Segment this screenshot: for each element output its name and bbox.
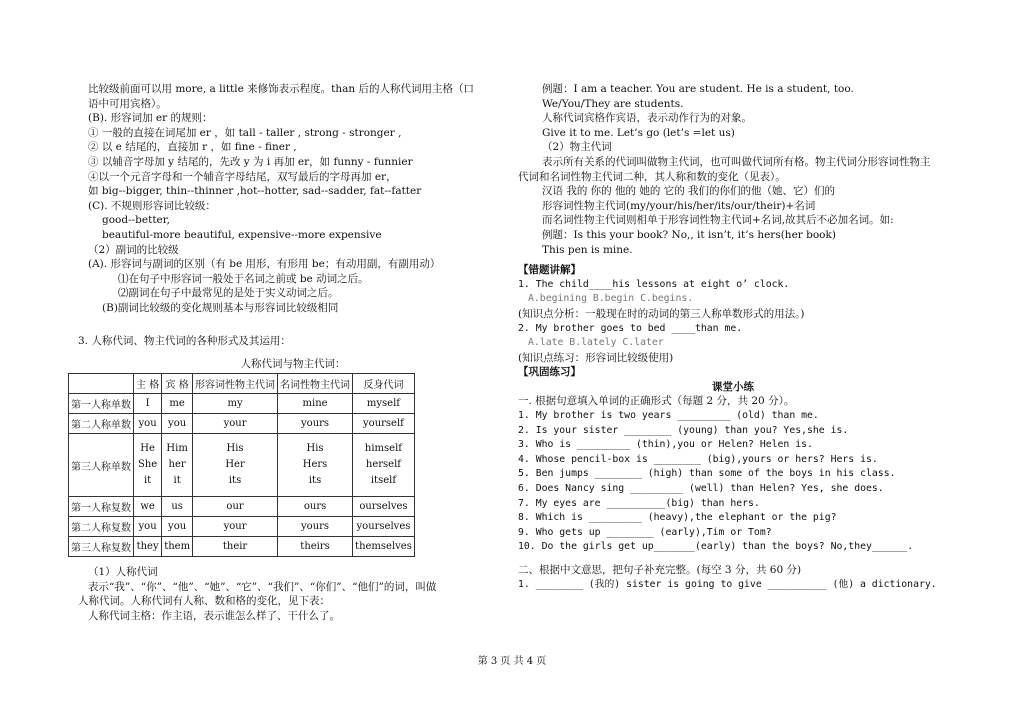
- text-line: 而名词性物主代词则相单于形容词性物主代词+名词,故其后不必加名词。如:: [542, 214, 894, 227]
- table-cell: your: [193, 414, 278, 434]
- table-header-cell: 名词性物主代词: [278, 374, 353, 394]
- text-line: 8. Which is _________ (heavy),the elephant or the pig?: [518, 512, 837, 524]
- text-line: A.begining B.begin C.begins.: [528, 293, 694, 305]
- text-line: A.late B.lately C.later: [528, 337, 664, 349]
- table-cell: we: [134, 497, 162, 517]
- text-line: ⑵副词在句子中最常见的是处于实义动词之后。: [118, 287, 339, 300]
- table-cell: ours: [278, 497, 353, 517]
- section2-title: 二、根据中文意思，把句子补充完整。(每空 3 分，共 60 分): [518, 564, 802, 576]
- table-row: [69, 434, 415, 497]
- consolidate-title: 【巩固练习】: [518, 366, 581, 379]
- text-line: (知识点练习：形容词比较级使用): [518, 351, 674, 364]
- error-explanation: [518, 278, 948, 366]
- table-caption: 人称代词与物主代词：: [240, 358, 346, 371]
- table-cell: 第三人称单数: [69, 434, 134, 497]
- table-cell: Him her it: [162, 434, 193, 497]
- table-cell: ourselves: [353, 497, 415, 517]
- table-cell: they: [134, 537, 162, 557]
- table-row: [69, 517, 415, 537]
- text-line: （2）物主代词: [542, 141, 612, 154]
- text-line: 语中可用宾格）。: [88, 97, 167, 110]
- table-cell: myself: [353, 394, 415, 414]
- grammar-notes: [78, 82, 508, 348]
- table-cell: His Her its: [193, 434, 278, 497]
- text-line: 人称代词宾格作宾语，表示动作行为的对象。: [542, 112, 752, 125]
- right-column: [518, 82, 948, 592]
- table-cell: yourself: [353, 414, 415, 434]
- error-title: 【错题讲解】: [518, 264, 581, 277]
- text-line: 5. Ben jumps ________ (high) than some of the boys in his class.: [518, 468, 896, 480]
- text-line: 形容词性物主代词(my/your/his/her/its/our/their)+名词: [542, 199, 816, 212]
- table-cell: His Hers its: [278, 434, 353, 497]
- text-line: 如 big--bigger, thin--thinner ,hot--hotter, sad--sadder, fat--fatter: [88, 185, 422, 198]
- table-cell: our: [193, 497, 278, 517]
- text-line: 2. My brother goes to bed ____than me.: [518, 322, 743, 334]
- text-line: 9. Who gets up ________ (early),Tim or Tom?: [518, 526, 772, 538]
- text-line: ⑴在句子中形容词一般处于名词之前或 be 动词之后。: [118, 272, 369, 285]
- text-line: ① 一般的直接在词尾加 er ，如 tall - taller , strong - stronger ,: [88, 126, 402, 139]
- text-line: ④以一个元音字母和一个辅音字母结尾，双写最后的字母再加 er，: [88, 170, 397, 183]
- table-cell: 第三人称复数: [69, 537, 134, 557]
- text-line: 10. Do the girls get up_______(early) than the boys? No,they______.: [518, 541, 914, 553]
- table-cell: us: [162, 497, 193, 517]
- text-line: 表示所有关系的代词叫做物主代词，也可叫做代词所有格。物主代词分形容词性物主: [542, 155, 931, 168]
- text-line: good--better,: [102, 214, 170, 227]
- table-cell: you: [162, 517, 193, 537]
- table-cell: their: [193, 537, 278, 557]
- table-cell: himself herself itself: [353, 434, 415, 497]
- table-header-cell: 形容词性物主代词: [193, 374, 278, 394]
- table-cell: you: [134, 517, 162, 537]
- table-header-cell: 反身代词: [353, 374, 415, 394]
- table-row: [69, 497, 415, 517]
- table-header-cell: 主 格: [134, 374, 162, 394]
- text-line: Give it to me. Let’s go (let’s =let us): [542, 126, 735, 139]
- text-line: (A). 形容词与副词的区别（有 be 用形，有形用 be；有动用副，有副用动）: [88, 258, 441, 271]
- text-line: 人称代词。人称代词有人称、数和格的变化，见下表：: [78, 595, 330, 608]
- pronoun-table: [68, 373, 415, 557]
- page-footer: 第 3 页 共 4 页: [477, 656, 547, 667]
- text-line: (知识点分析：一般现在时的动词的第三人称单数形式的用法。): [518, 307, 805, 320]
- table-header-cell: 宾 格: [162, 374, 193, 394]
- text-line: 人称代词主格：作主语，表示谁怎么样了、干什么了。: [88, 609, 340, 622]
- text-line: （2）副词的比较级: [88, 243, 179, 256]
- text-line: 3. Who is _________ (thin),you or Helen? Helen is.: [518, 439, 813, 451]
- table-cell: 第二人称复数: [69, 517, 134, 537]
- text-line: (B). 形容词加 er 的规则：: [88, 112, 213, 125]
- table-cell: 第一人称复数: [69, 497, 134, 517]
- text-line: 例题：I am a teacher. You are student. He is a student, too.: [542, 83, 854, 95]
- table-cell: yourselves: [353, 517, 415, 537]
- table-cell: your: [193, 517, 278, 537]
- table-cell: them: [162, 537, 193, 557]
- text-line: 1. ________ (我的) sister is going to give __________ (他) a dictionary.: [518, 578, 937, 590]
- text-line: （1）人称代词: [88, 566, 158, 579]
- table-cell: my: [193, 394, 278, 414]
- pronoun-notes: [78, 565, 508, 623]
- table-cell: yours: [278, 517, 353, 537]
- text-line: ③ 以辅音字母加 y 结尾的，先改 y 为 i 再加 er，如 funny - funnier: [88, 155, 413, 168]
- table-cell: He She it: [134, 434, 162, 497]
- text-line: We/You/They are students.: [542, 97, 684, 110]
- table-cell: you: [134, 414, 162, 434]
- text-line: 代词和名词性物主代词二种，其人称和数的变化（见表）。: [518, 170, 786, 183]
- table-cell: 第一人称单数: [69, 394, 134, 414]
- text-line: (B)副词比较级的变化规则基本与形容词比较级相同: [102, 301, 339, 314]
- text-line: (C). 不规则形容词比较级：: [88, 199, 216, 212]
- text-line: 汉语 我的 你的 他的 她的 它的 我们的你们的他（她、它）们的: [542, 185, 836, 198]
- text-line: 3. 人称代词、物主代词的各种形式及其运用：: [78, 334, 291, 347]
- table-row: [69, 414, 415, 434]
- text-line: 比较级前面可以用 more, a little 来修饰表示程度。than 后的人称代词用主格（口: [88, 83, 475, 95]
- table-row: [69, 537, 415, 557]
- text-line: ② 以 e 结尾的，直接加 r ，如 fine - finer ,: [88, 141, 297, 154]
- text-line: 7. My eyes are __________(big) than hers.: [518, 497, 760, 509]
- table-cell: mine: [278, 394, 353, 414]
- pronoun-examples: [518, 82, 948, 257]
- table-cell: themselves: [353, 537, 415, 557]
- left-column: [71, 82, 508, 623]
- text-line: 例题：Is this your book? No,, it isn’t, it’s hers(her book): [542, 228, 836, 241]
- text-line: This pen is mine.: [542, 243, 633, 256]
- section1-items: [518, 409, 948, 555]
- table-cell: you: [162, 414, 193, 434]
- table-cell: I: [134, 394, 162, 414]
- text-line: 表示“我”、“你”、“他”、“她”、“它”、“我们”、“你们”、“他们”的词，叫做: [88, 580, 437, 593]
- table-row: [69, 394, 415, 414]
- table-cell: 第二人称单数: [69, 414, 134, 434]
- text-line: 2. Is your sister ________ (young) than you? Yes,she is.: [518, 424, 849, 436]
- text-line: 1. The child____his lessons at eight o’ clock.: [518, 278, 790, 290]
- text-line: beautiful-more beautiful, expensive--more expensive: [102, 228, 382, 241]
- text-line: 4. Whose pencil-box is ________ (big),yours or hers? Hers is.: [518, 453, 878, 465]
- section1-title: 一. 根据句意填入单词的正确形式（每题 2 分，共 20 分）。: [518, 395, 795, 408]
- section2-items: [518, 578, 948, 593]
- table-cell: me: [162, 394, 193, 414]
- text-line: 6. Does Nancy sing _________ (well) than Helen? Yes, she does.: [518, 483, 884, 495]
- table-header-cell: [69, 374, 134, 394]
- quiz-title: 课堂小练: [712, 380, 754, 393]
- text-line: 1. My brother is two years _________ (old) than me.: [518, 410, 819, 422]
- table-cell: theirs: [278, 537, 353, 557]
- table-cell: yours: [278, 414, 353, 434]
